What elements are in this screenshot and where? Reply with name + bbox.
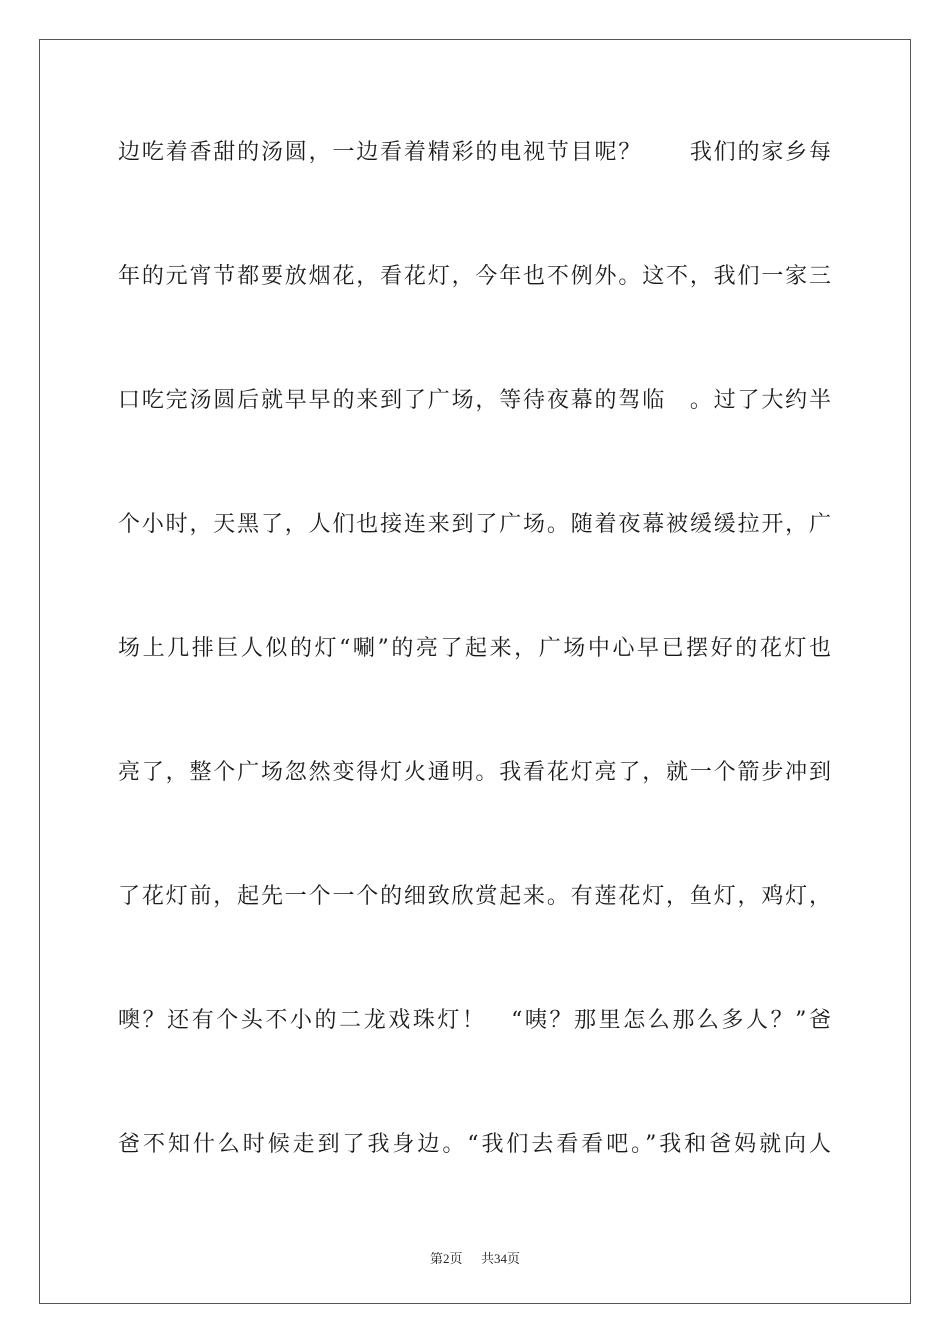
page-number: 第2页 [429, 1251, 463, 1266]
text-line-1: 边吃着香甜的汤圆，一边看着精彩的电视节目呢？ 我们的家乡每 [118, 140, 832, 165]
text-line-4: 个小时，天黑了，人们也接连来到了广场。随着夜幕被缓缓拉开，广 [118, 512, 832, 537]
text-line-6: 亮了，整个广场忽然变得灯火通明。我看花灯亮了，就一个箭步冲到 [118, 760, 832, 785]
text-line-5: 场上几排巨人似的灯“唰”的亮了起来，广场中心早已摆好的花灯也 [118, 636, 832, 661]
text-line-8: 噢？还有个头不小的二龙戏珠灯！ “咦？那里怎么那么多人？”爸 [118, 1008, 832, 1033]
text-line-7: 了花灯前，起先一个一个的细致欣赏起来。有莲花灯，鱼灯，鸡灯， [118, 884, 832, 909]
text-line-3: 口吃完汤圆后就早早的来到了广场，等待夜幕的驾临 。过了大约半 [118, 388, 832, 413]
document-body [118, 122, 832, 1238]
page-footer [0, 1248, 950, 1267]
text-line-2: 年的元宵节都要放烟花，看花灯，今年也不例外。这不，我们一家三 [118, 264, 832, 289]
text-line-9: 爸不知什么时候走到了我身边。“我们去看看吧。”我和爸妈就向人 [118, 1132, 832, 1157]
page-total: 共34页 [481, 1251, 521, 1266]
